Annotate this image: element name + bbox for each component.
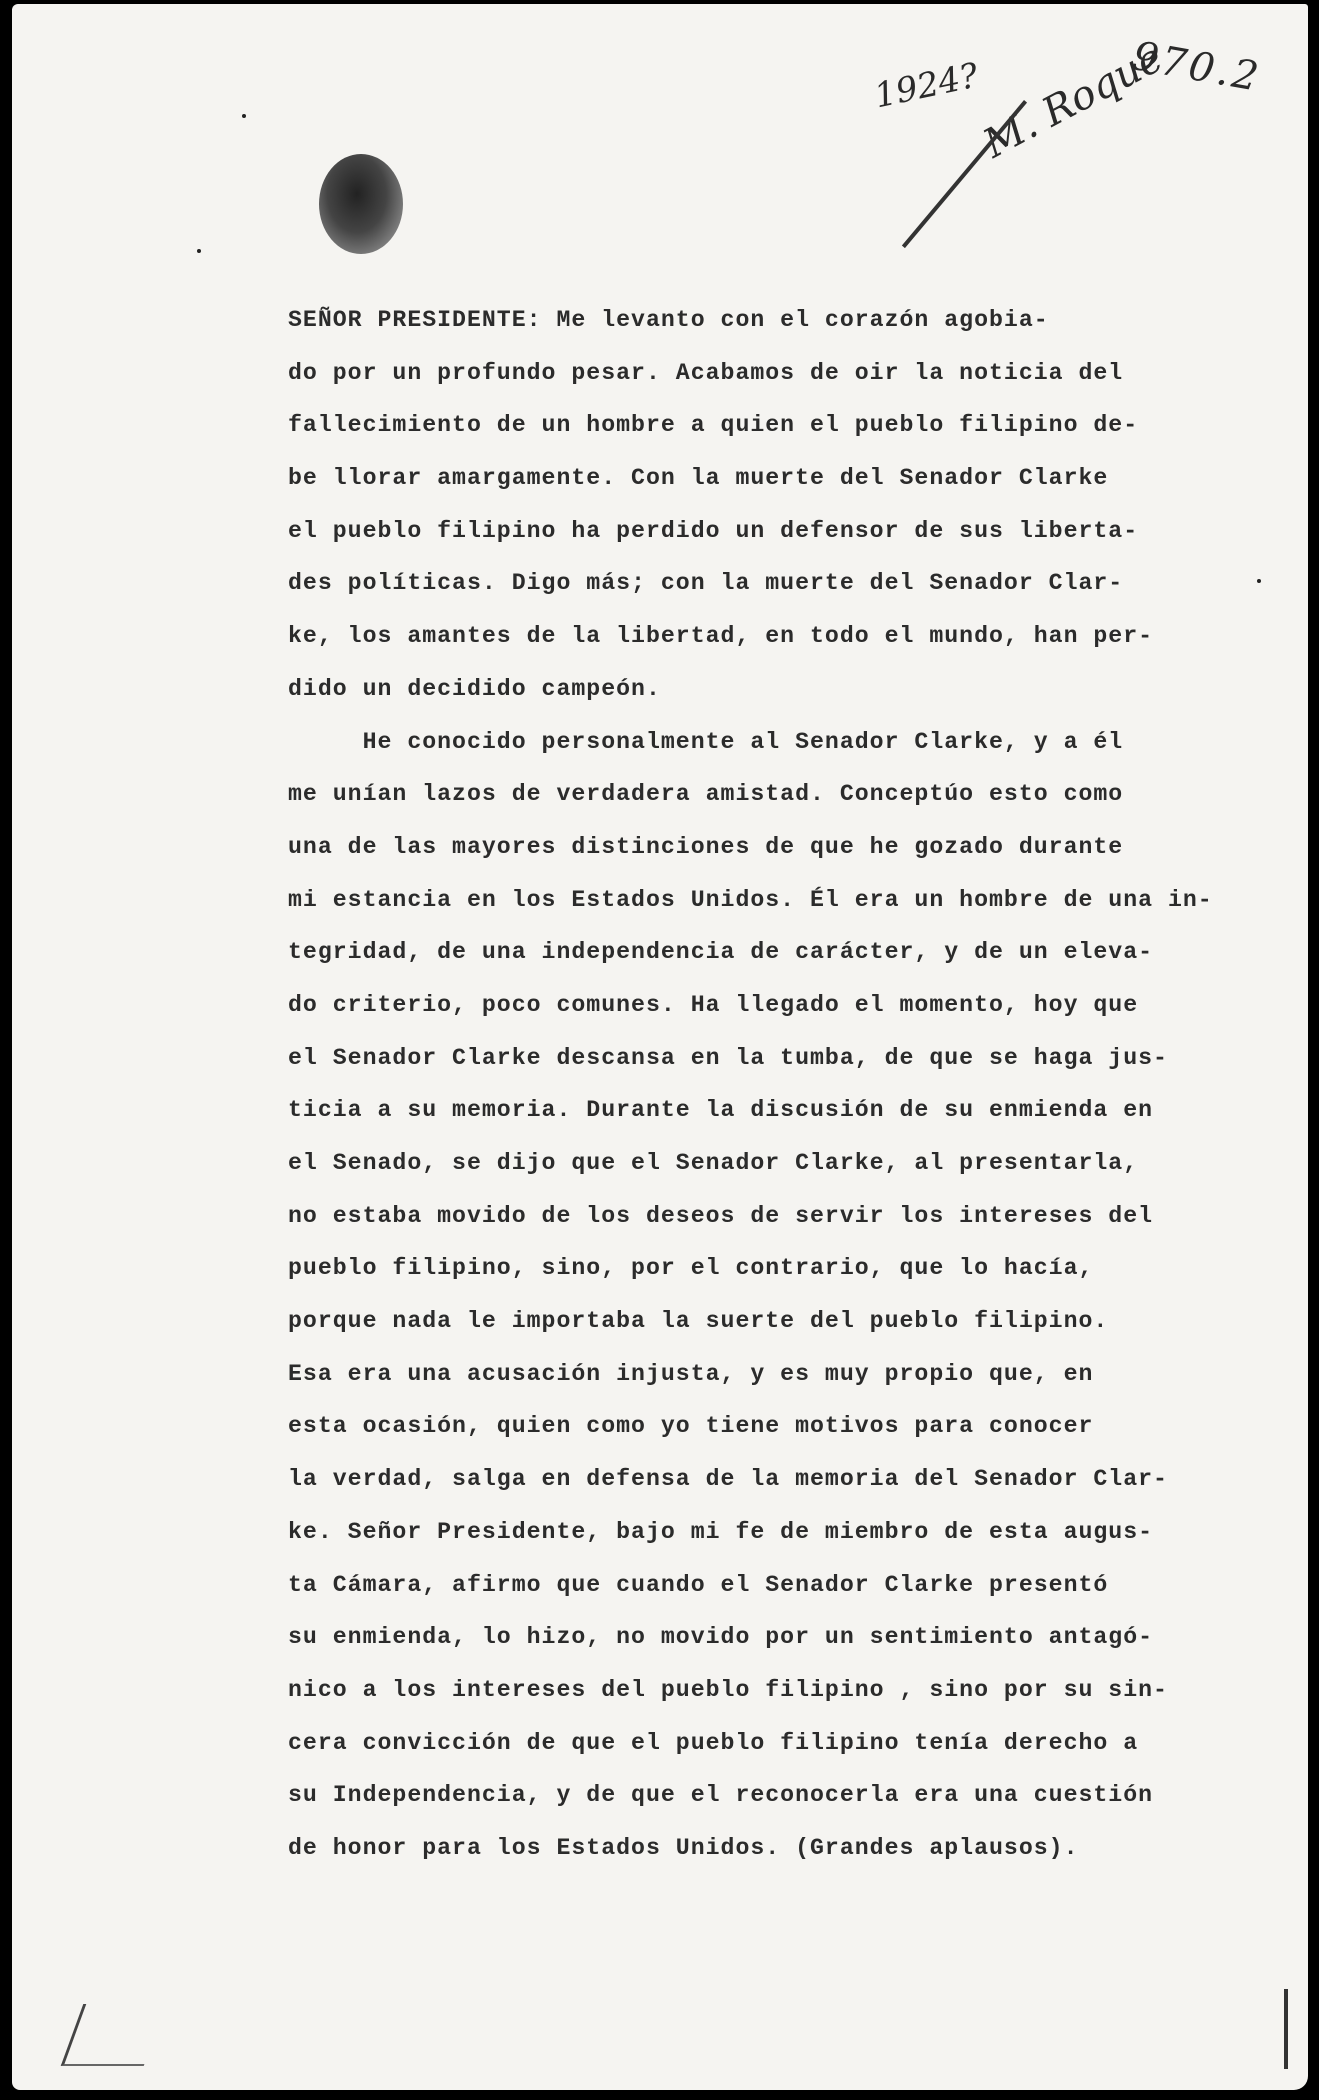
text-line: su enmienda, lo hizo, no movido por un sentimiento antagó- (288, 1624, 1154, 1651)
text-line: no estaba movido de los deseos de servir los intereses del (288, 1202, 1154, 1229)
document-page (12, 4, 1308, 2090)
text-line: dido un decidido campeón. (288, 675, 661, 702)
text-line: do criterio, poco comunes. Ha llegado el momento, hoy que (288, 991, 1139, 1018)
text-line: be llorar amargamente. Con la muerte del Senador Clarke (288, 465, 1109, 492)
text-line: des políticas. Digo más; con la muerte del Senador Clar- (288, 570, 1124, 597)
typed-speech (288, 294, 1213, 1875)
text-line: ta Cámara, afirmo que cuando el Senador Clarke presentó (288, 1571, 1109, 1598)
text-line: ke. Señor Presidente, bajo mi fe de miembro de esta augus- (288, 1518, 1154, 1545)
text-line: el Senado, se dijo que el Senador Clarke, al presentarla, (288, 1150, 1139, 1176)
handwritten-catalog-number: 970.2 (1128, 33, 1265, 101)
text-line: nico a los intereses del pueblo filipino , sino por su sin- (288, 1676, 1168, 1703)
text-line: ticia a su memoria. Durante la discusión de su enmienda en (288, 1097, 1154, 1124)
handwritten-year: 1924? (870, 55, 982, 117)
text-line: su Independencia, y de que el reconocerla era una cuestión (288, 1782, 1154, 1809)
text-line: la verdad, salga en defensa de la memoria del Senador Clar- (288, 1466, 1168, 1493)
text-line: do por un profundo pesar. Acabamos de oir la noticia del (288, 359, 1124, 386)
text-line: el pueblo filipino ha perdido un defensor de sus liberta- (288, 517, 1139, 544)
page-corner-mark (61, 2004, 167, 2066)
text-line: SEÑOR PRESIDENTE: Me levanto con el corazón agobia- (288, 307, 1049, 333)
text-line: cera convicción de que el pueblo filipino tenía derecho a (288, 1729, 1139, 1756)
text-line: He conocido personalmente al Senador Clarke, y a él (288, 728, 1124, 755)
text-line: me unían lazos de verdadera amistad. Conceptúo esto como (288, 781, 1124, 808)
text-line: fallecimiento de un hombre a quien el pueblo filipino de- (288, 412, 1139, 439)
text-line: el Senador Clarke descansa en la tumba, de que se haga jus- (288, 1044, 1168, 1071)
text-line: una de las mayores distinciones de que he gozado durante (288, 833, 1124, 860)
speck (242, 114, 246, 118)
text-line: Esa era una acusación injusta, y es muy propio que, en (288, 1360, 1094, 1387)
text-line: mi estancia en los Estados Unidos. Él era un hombre de una in- (288, 886, 1213, 913)
paragraph-2 (288, 716, 1213, 1875)
page-corner-mark (1224, 1989, 1288, 2069)
paragraph-1 (288, 294, 1208, 716)
pen-stroke (902, 100, 1027, 248)
handwritten-name: M. Roque (976, 34, 1171, 168)
text-line: ke, los amantes de la libertad, en todo el mundo, han per- (288, 623, 1154, 650)
text-line: porque nada le importaba la suerte del pueblo filipino. (288, 1308, 1109, 1335)
speck (1257, 579, 1261, 583)
punch-hole (319, 154, 403, 254)
text-line: esta ocasión, quien como yo tiene motivos para conocer (288, 1413, 1094, 1440)
text-line: pueblo filipino, sino, por el contrario, que lo hacía, (288, 1255, 1094, 1282)
text-line: de honor para los Estados Unidos. (Grandes aplausos). (288, 1834, 1079, 1861)
speck (197, 249, 201, 253)
text-line: tegridad, de una independencia de carácter, y de un eleva- (288, 939, 1154, 966)
